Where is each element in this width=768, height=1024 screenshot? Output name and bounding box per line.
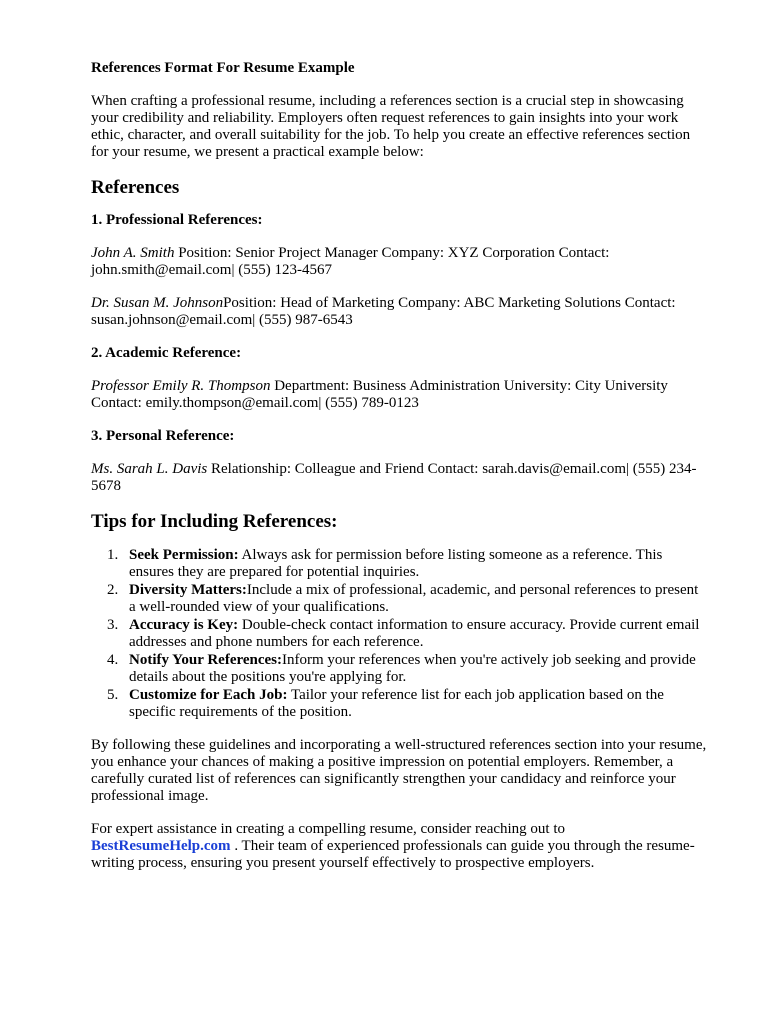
bestresumehelp-link[interactable]: BestResumeHelp.com: [91, 838, 231, 854]
reference-name: Professor Emily R. Thompson: [91, 378, 271, 394]
reference-entry: [91, 461, 708, 495]
tip-number: 2.: [107, 582, 119, 598]
tip-item: [91, 547, 708, 581]
tip-number: 4.: [107, 652, 119, 668]
tip-title: Seek Permission:: [129, 547, 239, 563]
tip-text: Double-check contact information to ensure accuracy. Provide current email addresses and phone numbers for each reference.: [129, 617, 700, 650]
professional-references-heading: 1. Professional References:: [91, 212, 263, 228]
tip-text: Always ask for permission before listing someone as a reference. This ensures they are prepared for potential inquiries.: [129, 547, 663, 580]
tip-number: 5.: [107, 687, 119, 703]
tip-number: 1.: [107, 547, 119, 563]
intro-paragraph: When crafting a professional resume, including a references section is a crucial step in showcasing your credibility and reliability. Employers often request references to gain insights into your work ethic, character, and overall suitability for the job. To help you create an effective references section for your resume, we present a practical example below:: [91, 93, 691, 160]
tip-title: Accuracy is Key:: [129, 617, 239, 633]
reference-name: Ms. Sarah L. Davis: [91, 461, 208, 477]
references-heading: References: [91, 177, 180, 198]
cta-text-before: For expert assistance in creating a compelling resume, consider reaching out to: [91, 821, 566, 837]
tip-text: Include a mix of professional, academic, and personal references to present a well-rounded view of your qualifications.: [129, 582, 699, 615]
reference-details: Department: Business Administration University: City University Contact: emily.thompson@email.com| (555) 789-0123: [91, 378, 668, 411]
reference-entry: [91, 245, 708, 279]
reference-name: Dr. Susan M. Johnson: [91, 295, 224, 311]
cta-text-after: . Their team of experienced professionals can guide you through the resume-writing process, ensuring you present yourself effectively to prospective employers.: [91, 838, 695, 871]
cta-paragraph: [91, 821, 708, 872]
tips-heading: Tips for Including References:: [91, 511, 338, 532]
reference-details: Position: Head of Marketing Company: ABC Marketing Solutions Contact: susan.johnson@email.com| (555) 987-6543: [91, 295, 676, 328]
tips-list: [91, 547, 708, 721]
tip-item: [91, 617, 708, 651]
tip-text: Inform your references when you're actively job seeking and provide details about the positions you're applying for.: [129, 652, 696, 685]
tip-title: Customize for Each Job:: [129, 687, 288, 703]
reference-entry: [91, 295, 708, 329]
reference-entry: [91, 378, 708, 412]
tip-item: [91, 652, 708, 686]
tip-title: Notify Your References:: [129, 652, 283, 668]
tip-number: 3.: [107, 617, 119, 633]
tip-item: [91, 582, 708, 616]
tip-title: Diversity Matters:: [129, 582, 247, 598]
conclusion-paragraph: By following these guidelines and incorporating a well-structured references section into your resume, you enhance your chances of making a positive impression on potential employers. Remember, a carefully curated list of references can significantly strengthen your candidacy and reinforce your professional image.: [91, 737, 707, 804]
tip-item: [91, 687, 708, 721]
academic-reference-heading: 2. Academic Reference:: [91, 345, 242, 361]
reference-details: Position: Senior Project Manager Company: XYZ Corporation Contact: john.smith@email.com| (555) 123-4567: [91, 245, 610, 278]
document-title: References Format For Resume Example: [91, 60, 355, 76]
tip-text: Tailor your reference list for each job application based on the specific requirements of the position.: [129, 687, 664, 720]
reference-details: Relationship: Colleague and Friend Contact: sarah.davis@email.com| (555) 234-5678: [91, 461, 697, 494]
reference-name: John A. Smith: [91, 245, 175, 261]
personal-reference-heading: 3. Personal Reference:: [91, 428, 235, 444]
